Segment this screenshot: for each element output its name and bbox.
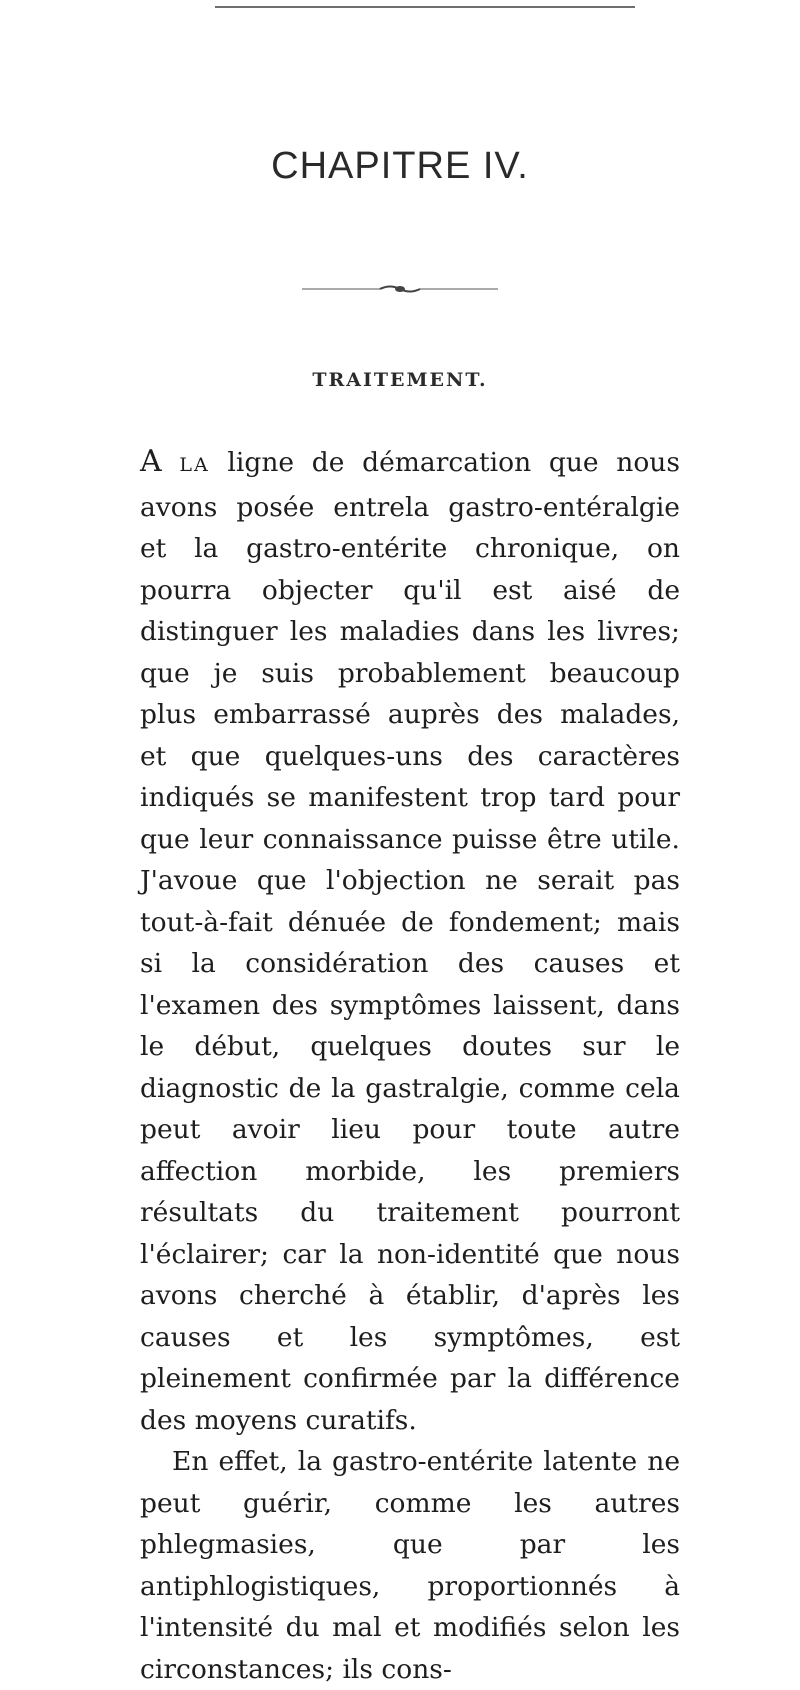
paragraph-2: En effet, la gastro-entérite latente ne peut guérir, comme les autres phlegmasies, que par les antiphlogistiques, proportionnés à l'intensité du mal et modifiés selon les circonstances; ils cons- [140,1446,680,1685]
section-title: TRAITEMENT. [312,369,488,391]
paragraph-1 [140,441,680,1441]
body-text [140,441,680,1690]
lead-letter: A [140,444,162,479]
chapter-title: CHAPITRE IV. [271,145,529,187]
top-rule [215,6,635,8]
ornament-divider [300,282,500,296]
lead-smallcaps: LA [179,454,210,476]
paragraph-1-text: ligne de démarcation que nous avons posée entrela gastro-entéralgie et la gastro-entérite chronique, on pourra objecter qu'il est aisé de distinguer les maladies dans les livres; que je suis probablement beaucoup plus embarrassé auprès des malades, et que quelques-uns des caractères indiqués se manifestent trop tard pour que leur connaissance puisse être utile. J'avoue que l'objection ne serait pas tout-à-fait dénuée de fondement; mais si la considération des causes et l'examen des symptômes laissent, dans le début, quelques doutes sur le diagnostic de la gastralgie, comme cela peut avoir lieu pour toute autre affection morbide, les premiers résultats du traitement pourront l'éclairer; car la non-identité que nous avons cherché à établir, d'après les causes et les symptômes, est pleinement confirmée par la différence des moyens curatifs. [140,447,680,1436]
